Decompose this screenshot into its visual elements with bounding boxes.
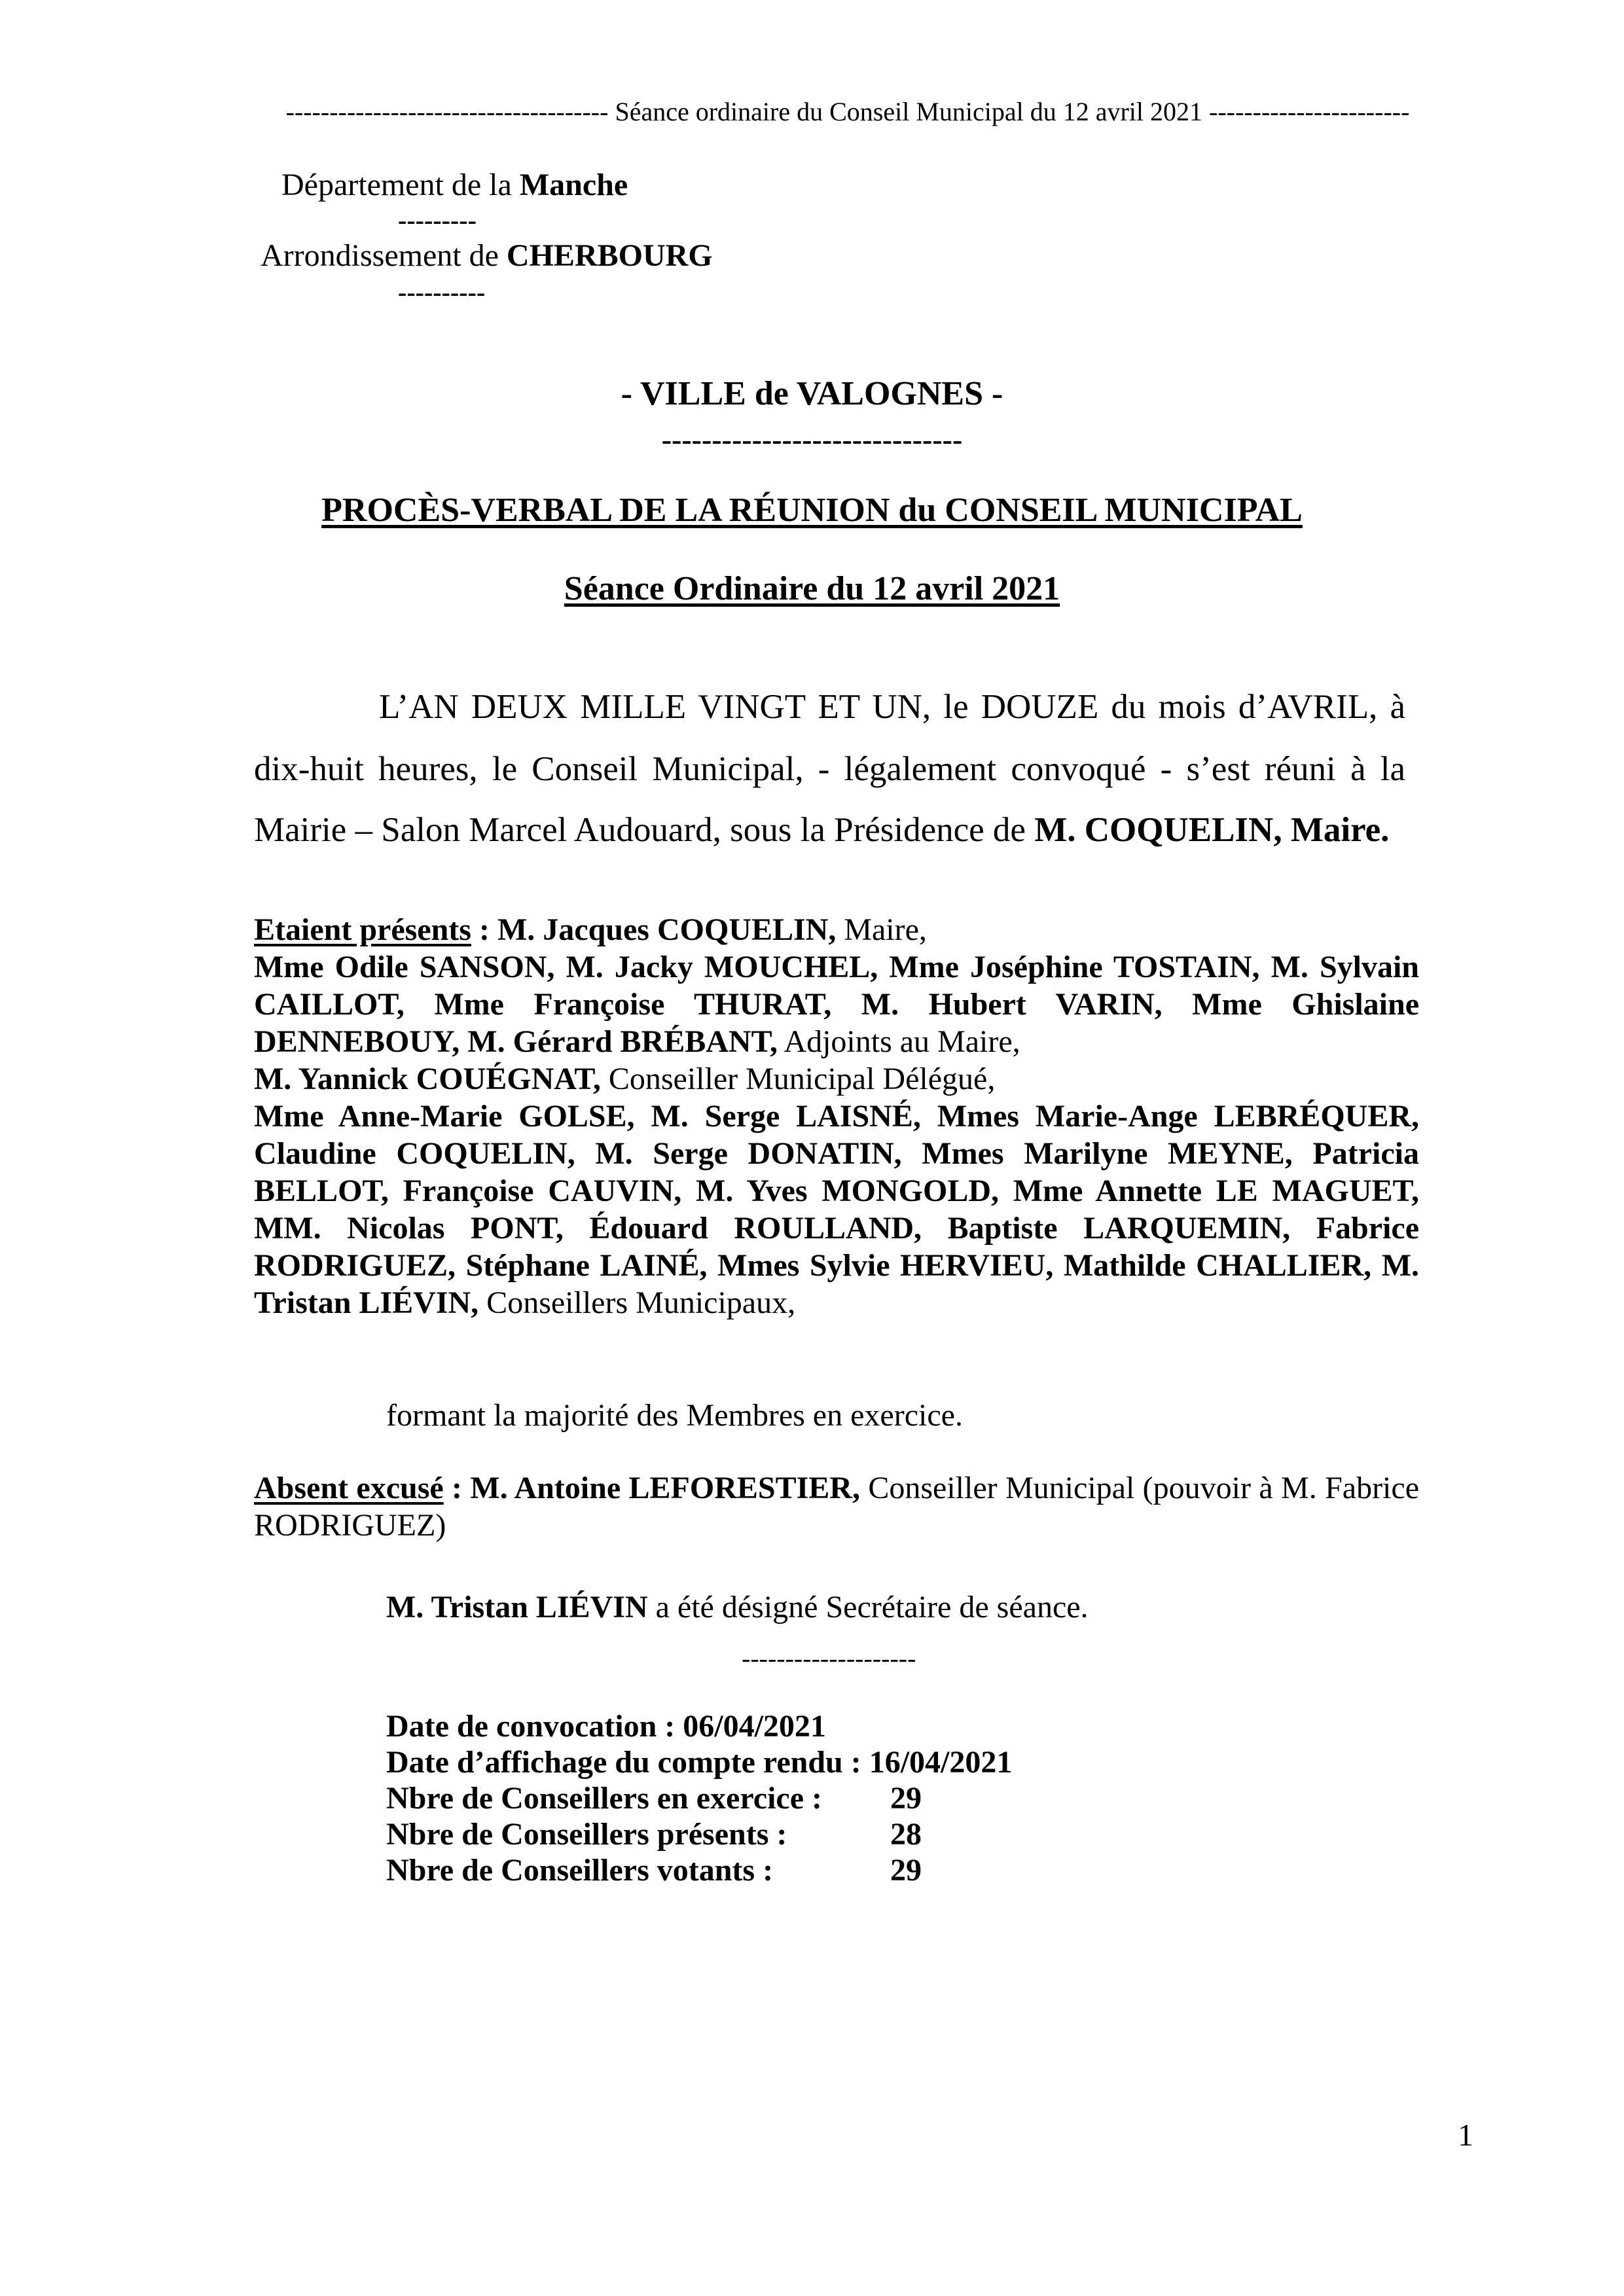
separator-2: --------------------: [742, 1643, 916, 1673]
absent-detail: Conseiller Municipal (pouvoir à M. Fabrice RODRIGUEZ): [254, 1471, 1420, 1543]
secretary-detail: a été désigné Secrétaire de séance.: [647, 1590, 1089, 1624]
adjoints-role: Adjoints au Maire,: [778, 1024, 1020, 1059]
presents-value: 28: [890, 1817, 922, 1852]
arrondissement-name: CHERBOURG: [506, 238, 713, 273]
exercice-value: 29: [890, 1781, 922, 1816]
arrondissement-prefix: Arrondissement de: [261, 238, 499, 273]
presents-label-stat: Nbre de Conseillers présents :: [386, 1817, 787, 1852]
heading-separator: ------------------------------: [661, 423, 963, 456]
adjoints-names: Mme Odile SANSON, M. Jacky MOUCHEL, Mme Joséphine TOSTAIN, M. Sylvain CAILLOT, Mme Françoise THURAT, M. Hubert VARIN, Mme Ghislaine DENNEBOUY, M. Gérard BRÉBANT,: [254, 950, 1419, 1059]
header-dashes-right: -----------------------: [1209, 97, 1410, 126]
department-separator: ---------: [398, 206, 477, 235]
arrondissement-separator: ----------: [398, 278, 486, 307]
intro-line-1: L’AN DEUX MILLE VINGT ET UN, le DOUZE du mois d’AVRIL, à: [379, 688, 1405, 726]
majority-line: formant la majorité des Membres en exercice.: [386, 1398, 963, 1433]
mayor-line: Etaient présents : M. Jacques COQUELIN, Maire,: [254, 912, 927, 947]
conseillers-role: Conseillers Municipaux,: [478, 1285, 796, 1320]
absent-label: Absent excusé: [254, 1471, 444, 1505]
department-name: Manche: [519, 168, 628, 202]
session-title: Séance Ordinaire du 12 avril 2021: [564, 570, 1060, 607]
intro-line-3: [254, 810, 1389, 850]
running-header: [249, 96, 1447, 127]
department-prefix: Département de la: [281, 168, 512, 202]
city-heading: - VILLE de VALOGNES -: [621, 375, 1003, 412]
mayor-role: Maire,: [836, 912, 927, 947]
convocation-date: Date de convocation : 06/04/2021: [386, 1709, 826, 1744]
presents-label: Etaient présents: [254, 912, 471, 947]
secretary-name: M. Tristan LIÉVIN: [386, 1590, 648, 1624]
absent-block: Absent excusé : M. Antoine LEFORESTIER, Conseiller Municipal (pouvoir à M. Fabrice RODRIGUEZ): [254, 1471, 1420, 1543]
conseillers-names: Mme Anne-Marie GOLSE, M. Serge LAISNÉ, Mmes Marie-Ange LEBRÉQUER, Claudine COQUELIN, M. Serge DONATIN, Mmes Marilyne MEYNE, Patricia BELLOT, Françoise CAUVIN, M. Yves MONGOLD, Mme Annette LE MAGUET, MM. Nicolas PONT, Édouard ROULLAND, Baptiste LARQUEMIN, Fabrice RODRIGUEZ, Stéphane LAINÉ, Mmes Sylvie HERVIEU, Mathilde CHALLIER, M. Tristan LIÉVIN,: [254, 1099, 1419, 1320]
intro-line-3-text: Mairie – Salon Marcel Audouard, sous la Présidence de: [254, 811, 1026, 849]
absent-name: M. Antoine LEFORESTIER,: [470, 1471, 860, 1505]
header-title: Séance ordinaire du Conseil Municipal du 12 avril 2021: [615, 97, 1203, 126]
votants-value: 29: [890, 1853, 922, 1888]
arrondissement-line: [261, 238, 713, 274]
exercice-label: Nbre de Conseillers en exercice :: [386, 1781, 823, 1816]
intro-line-2: dix-huit heures, le Conseil Municipal, - légalement convoqué - s’est réuni à la: [254, 750, 1405, 788]
mayor-name: M. Jacques COQUELIN,: [497, 912, 837, 947]
affichage-date: Date d’affichage du compte rendu : 16/04/2021: [386, 1745, 1013, 1780]
page-number: 1: [1458, 2118, 1473, 2153]
department-line: [281, 167, 628, 203]
votants-label: Nbre de Conseillers votants :: [386, 1853, 774, 1888]
secretary-line: [386, 1589, 1089, 1625]
attendance-block: [254, 911, 1419, 1321]
document-title: PROCÈS-VERBAL DE LA RÉUNION du CONSEIL MUNICIPAL: [321, 492, 1303, 529]
conseillers-paragraph: [254, 1098, 1419, 1321]
delegue-role: Conseiller Municipal Délégué,: [600, 1062, 996, 1096]
header-dashes-left: -------------------------------------: [285, 97, 609, 126]
intro-president: M. COQUELIN, Maire.: [1034, 811, 1390, 849]
delegue-name: M. Yannick COUÉGNAT,: [254, 1062, 601, 1096]
adjoints-paragraph: [254, 948, 1419, 1060]
delegue-line: [254, 1060, 1419, 1098]
